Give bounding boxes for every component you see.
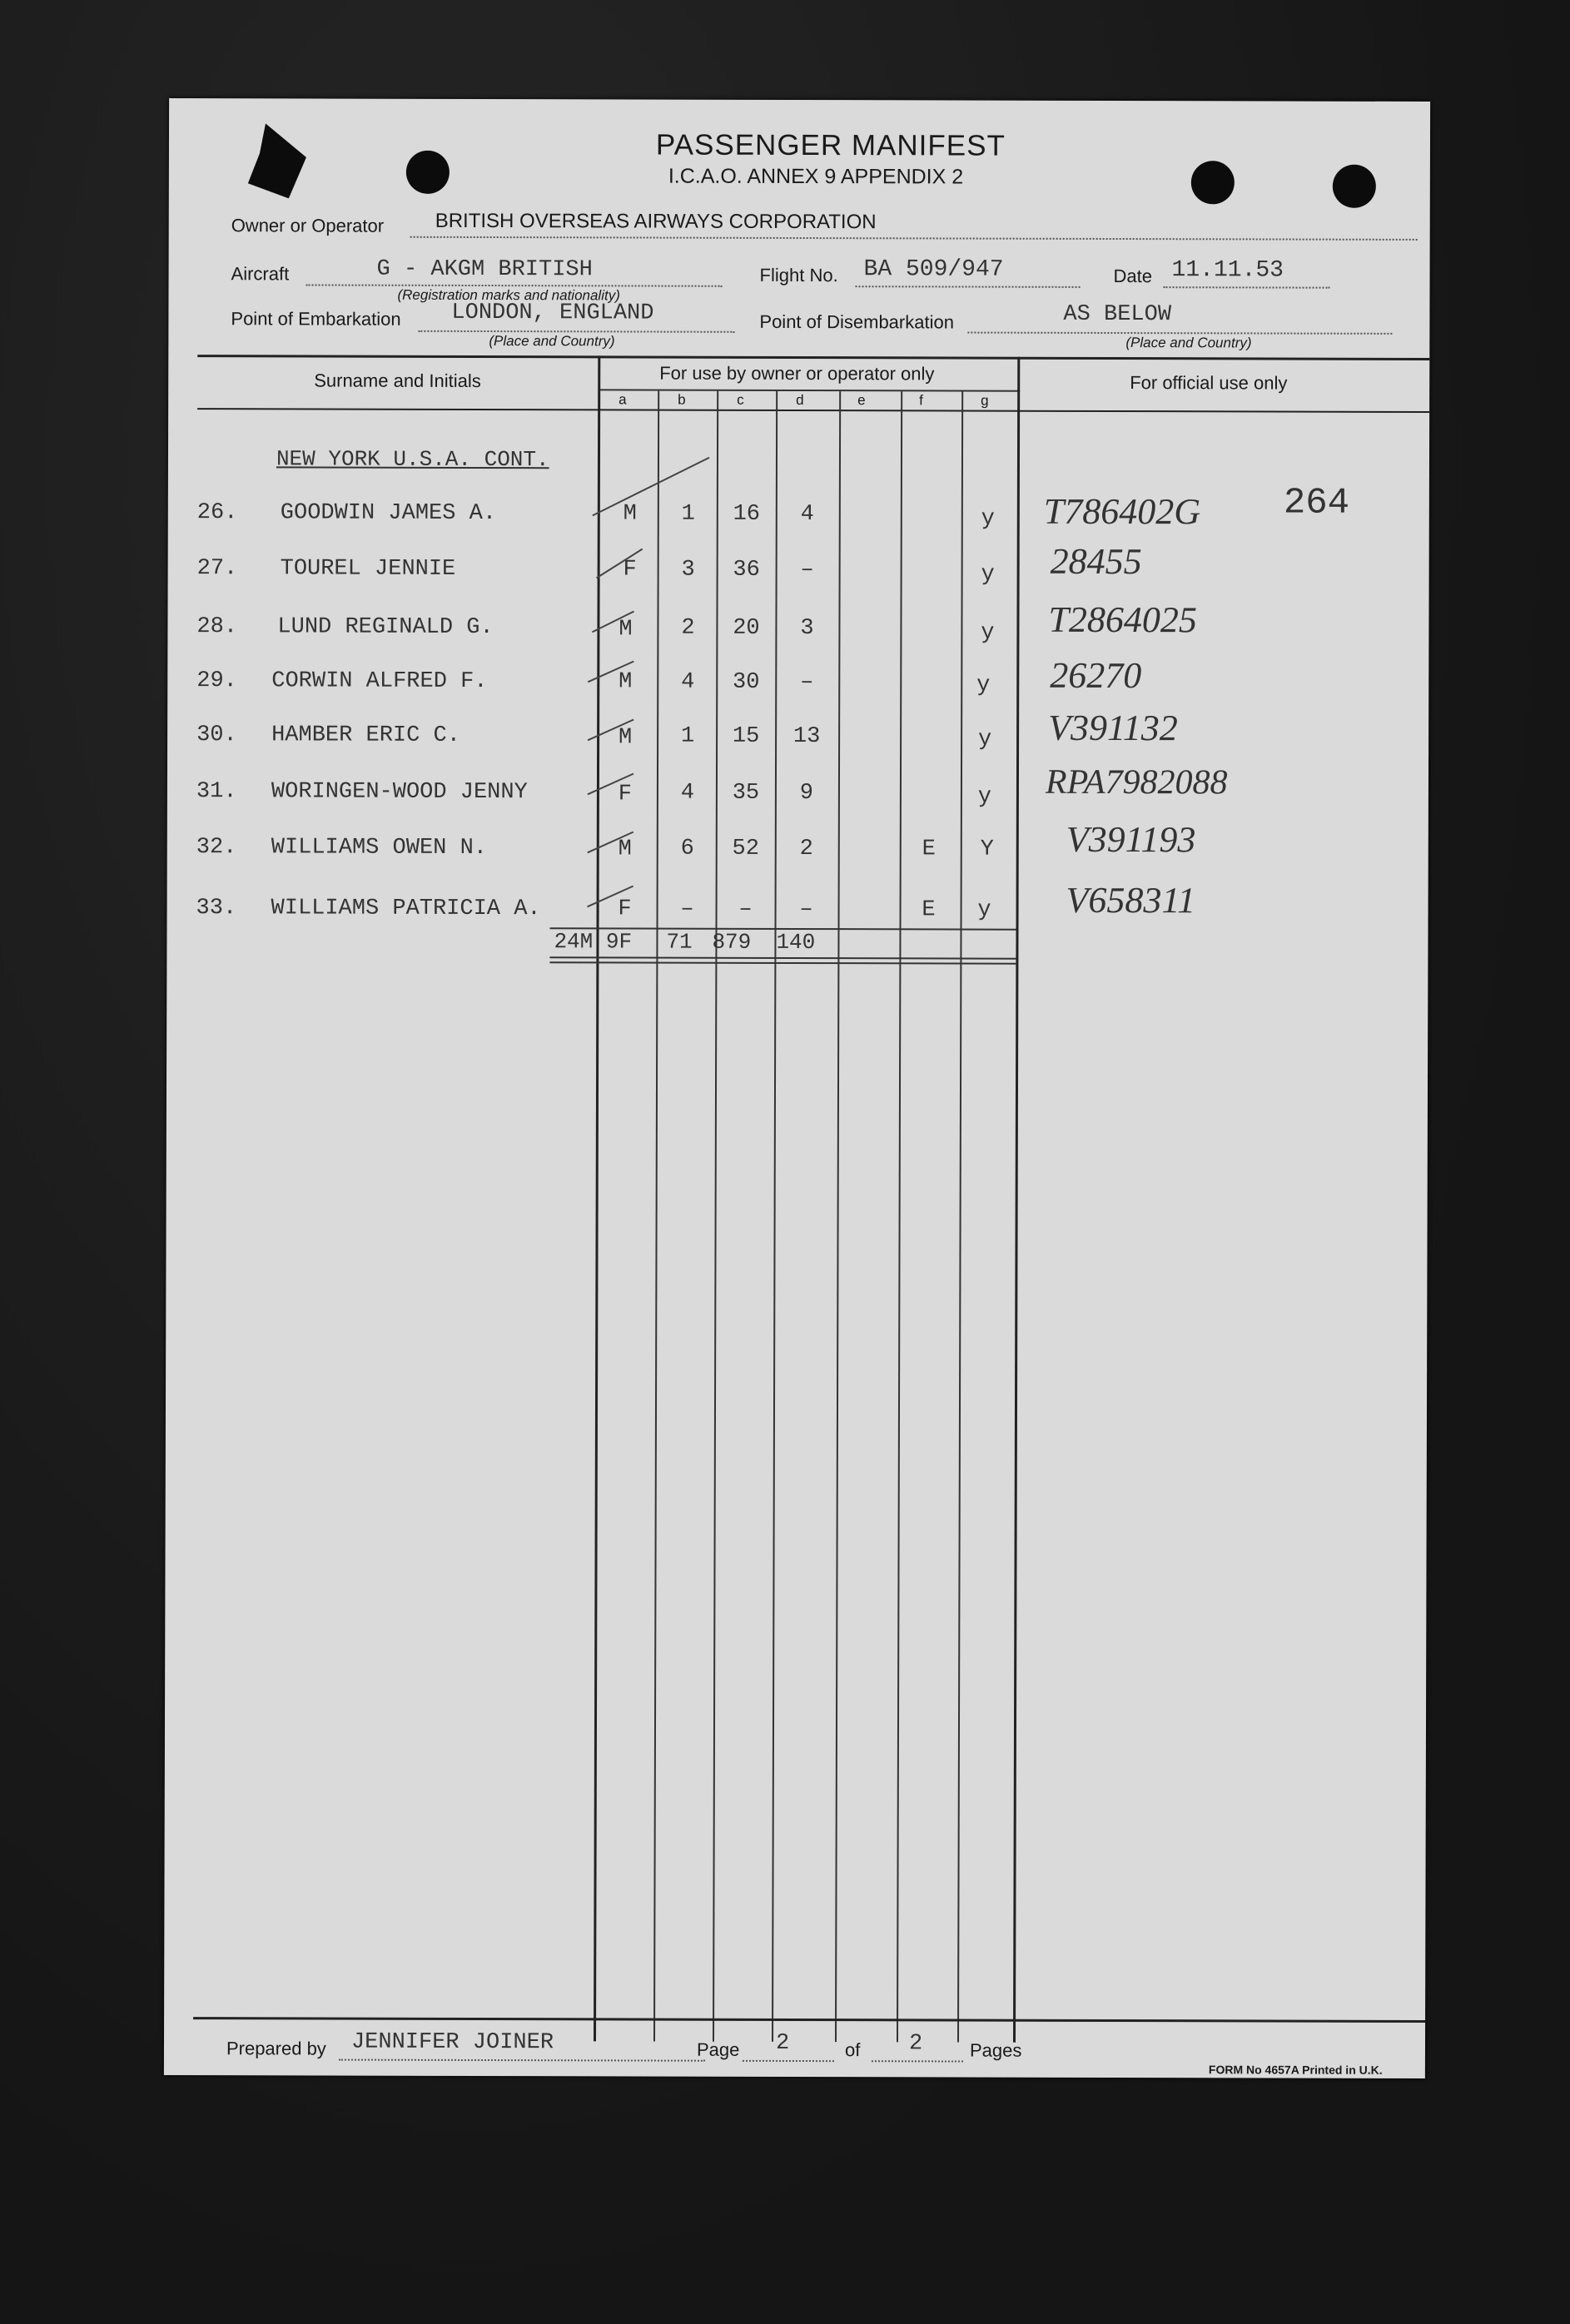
prepared-dotline <box>339 2059 705 2062</box>
passenger-name: TOUREL JENNIE <box>280 556 456 582</box>
col-owner-header: For use by owner or operator only <box>659 362 935 385</box>
flight-dotline <box>856 286 1081 288</box>
passenger-name: WILLIAMS OWEN N. <box>271 835 488 862</box>
owner-value: BRITISH OVERSEAS AIRWAYS CORPORATION <box>435 209 877 234</box>
aircraft-label: Aircraft <box>231 263 290 285</box>
page-value: 2 <box>775 2030 790 2056</box>
aircraft-caption: (Registration marks and nationality) <box>397 286 620 304</box>
total-a: 24M 9F <box>554 929 633 955</box>
cell-c: 30 <box>733 669 760 695</box>
col-divider <box>1013 357 1020 2043</box>
cell-g: y <box>981 506 995 532</box>
punch-hole <box>406 151 450 194</box>
cell-b: 3 <box>681 557 695 583</box>
embark-value: LONDON, ENGLAND <box>451 300 654 326</box>
disembark-label: Point of Disembarkation <box>759 310 955 333</box>
cell-c: 35 <box>732 780 760 806</box>
cell-a: M <box>619 669 633 695</box>
manifest-title: PASSENGER MANIFEST <box>655 128 1006 162</box>
row-number: 26. <box>196 500 238 526</box>
form-number: FORM No 4657A Printed in U.K. <box>1208 2063 1383 2077</box>
cell-c: 15 <box>732 723 760 749</box>
cell-d: – <box>800 558 814 583</box>
subcol-e: e <box>857 392 866 409</box>
official-entry: V391132 <box>1048 707 1178 749</box>
subcol-f: f <box>919 392 923 409</box>
aircraft-value: G - AKGM BRITISH <box>376 256 593 283</box>
row-number: 29. <box>196 668 237 694</box>
cell-b: 6 <box>680 836 694 862</box>
cell-f: E <box>922 837 936 862</box>
owner-label: Owner or Operator <box>231 215 385 236</box>
total-d: 140 <box>776 929 816 956</box>
cell-b: 1 <box>680 723 695 749</box>
cell-a: F <box>618 782 633 807</box>
row-number: 30. <box>196 723 237 748</box>
cell-c: 20 <box>733 615 760 641</box>
cell-d: 9 <box>799 781 814 807</box>
cell-a: M <box>618 837 632 862</box>
cell-g: y <box>981 562 995 588</box>
col-divider <box>897 391 902 2042</box>
total-c: 879 <box>712 929 752 955</box>
row-number: 31. <box>196 779 237 805</box>
of-label: of <box>844 2039 861 2061</box>
punch-hole <box>1333 165 1376 208</box>
passenger-name: GOODWIN JAMES A. <box>280 500 497 527</box>
row-number: 27. <box>196 556 238 582</box>
subcol-b: b <box>678 391 686 408</box>
cell-g: Y <box>980 837 994 862</box>
handwritten-page-number: 264 <box>1283 482 1350 524</box>
cell-b: 2 <box>681 615 695 641</box>
cell-b: – <box>680 896 694 922</box>
punch-hole <box>1191 161 1235 204</box>
total-b: 71 <box>666 929 693 955</box>
official-entry: T2864025 <box>1048 598 1198 641</box>
embark-caption: (Place and Country) <box>489 333 615 350</box>
flight-label: Flight No. <box>759 264 838 286</box>
disembark-value: AS BELOW <box>1063 301 1172 328</box>
row-number: 32. <box>196 835 237 861</box>
flight-value: BA 509/947 <box>863 256 1004 283</box>
cell-g: y <box>977 784 992 810</box>
cell-g: y <box>977 727 992 752</box>
cell-b: 4 <box>681 669 695 695</box>
date-dotline <box>1164 286 1330 289</box>
table-header-rule <box>197 408 1429 413</box>
table-top-rule <box>197 355 1429 360</box>
page-label: Page <box>696 2038 740 2060</box>
date-value: 11.11.53 <box>1171 257 1284 284</box>
date-label: Date <box>1113 265 1153 287</box>
pages-label: Pages <box>969 2039 1022 2061</box>
passenger-name: WILLIAMS PATRICIA A. <box>271 896 541 922</box>
cell-a: F <box>623 557 637 583</box>
of-dotline <box>872 2060 963 2062</box>
row-number: 28. <box>196 614 238 640</box>
col-divider <box>772 391 778 2042</box>
cell-d: 3 <box>800 616 814 642</box>
subcol-d: d <box>796 391 804 409</box>
cell-g: y <box>981 620 995 646</box>
cell-a: M <box>619 617 633 643</box>
cell-c: – <box>738 896 753 922</box>
passenger-name: CORWIN ALFRED F. <box>271 668 488 695</box>
cell-d: – <box>799 897 813 923</box>
footer-rule <box>193 2017 1425 2023</box>
cell-b: 4 <box>680 780 695 806</box>
col-name-header: Surname and Initials <box>314 370 481 392</box>
col-official-header: For official use only <box>1130 372 1288 394</box>
torn-corner <box>248 123 306 198</box>
subcol-g: g <box>981 392 989 409</box>
cell-c: 36 <box>733 557 760 583</box>
official-entry: V391193 <box>1066 818 1196 861</box>
page-dotline <box>743 2060 834 2062</box>
official-entry: RPA7982088 <box>1045 762 1228 802</box>
subcol-c: c <box>737 391 744 408</box>
disembark-caption: (Place and Country) <box>1125 335 1252 351</box>
cell-a: M <box>623 501 637 527</box>
cell-d: 2 <box>799 837 813 862</box>
cell-d: 4 <box>800 502 814 528</box>
cell-d: – <box>800 670 814 696</box>
manifest-subtitle: I.C.A.O. ANNEX 9 APPENDIX 2 <box>668 164 964 189</box>
section-heading: NEW YORK U.S.A. CONT. <box>276 446 549 473</box>
cell-g: y <box>977 897 991 923</box>
passenger-name: HAMBER ERIC C. <box>271 723 460 748</box>
embark-label: Point of Embarkation <box>231 308 401 330</box>
cell-a: M <box>618 725 633 751</box>
official-entry: T786402G <box>1043 490 1201 533</box>
prepared-value: JENNIFER JOINER <box>350 2029 554 2056</box>
row-number: 33. <box>196 896 237 921</box>
cell-f: E <box>922 897 936 923</box>
prepared-label: Prepared by <box>226 2038 326 2059</box>
pages-value: 2 <box>908 2031 923 2057</box>
pencil-tick-marks <box>583 432 718 998</box>
official-entry: 28455 <box>1050 540 1142 583</box>
official-entry: 26270 <box>1050 654 1142 697</box>
official-entry: V658311 <box>1066 879 1196 921</box>
cell-c: 52 <box>732 836 759 862</box>
subheader-rule <box>599 389 1020 391</box>
passenger-name: LUND REGINALD G. <box>277 614 494 641</box>
cell-c: 16 <box>733 501 761 527</box>
manifest-sheet <box>164 98 1430 2078</box>
subcol-a: a <box>619 391 627 408</box>
cell-a: F <box>618 896 632 922</box>
cell-b: 1 <box>681 501 695 527</box>
passenger-name: WORINGEN-WOOD JENNY <box>271 779 528 806</box>
owner-dotline <box>410 236 1418 241</box>
cell-g: y <box>976 673 991 698</box>
col-divider <box>835 391 841 2042</box>
cell-d: 13 <box>792 723 821 750</box>
